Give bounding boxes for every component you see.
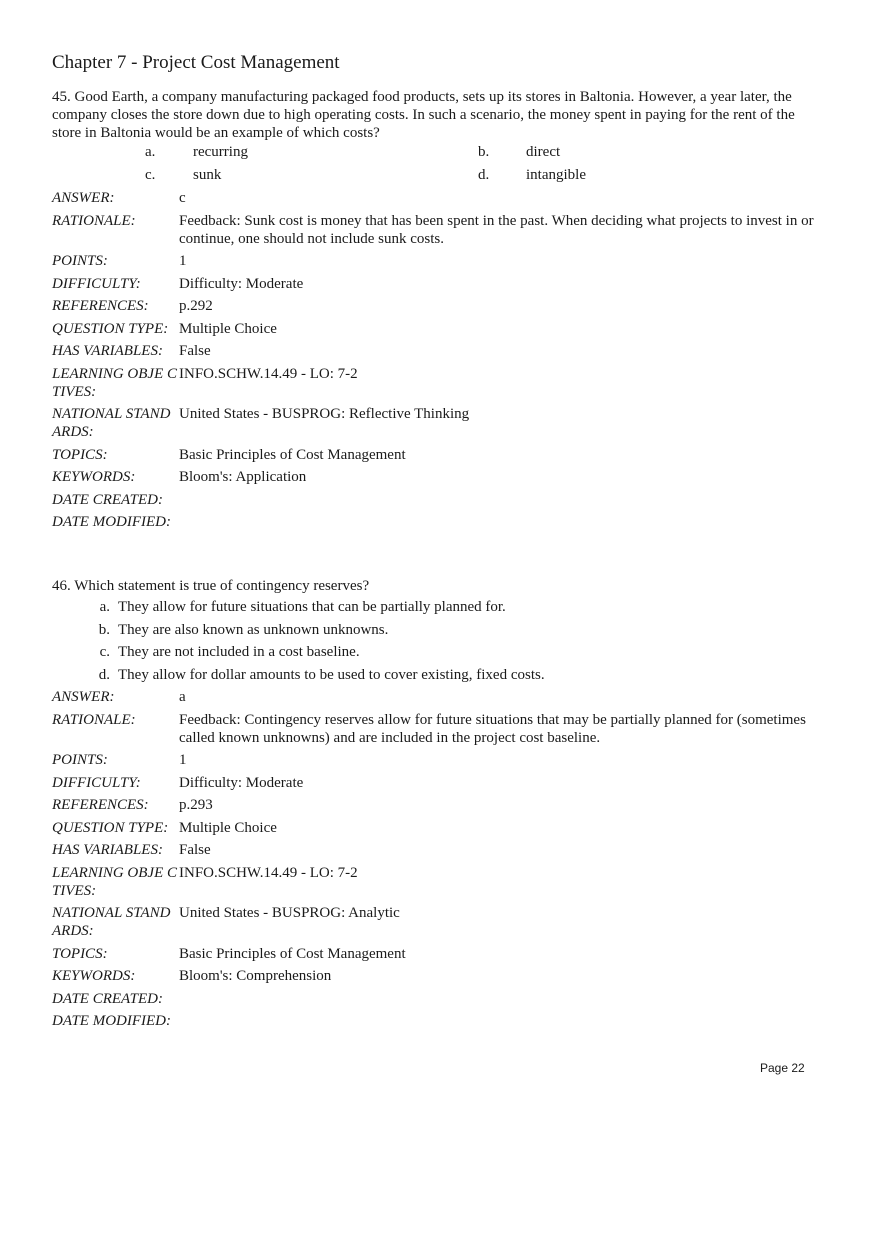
meta-value: p.293: [179, 797, 213, 813]
meta-value: [222, 990, 822, 1008]
option-letter: c.: [145, 167, 156, 183]
meta-label: NATIONAL STAND ARDS:: [52, 406, 171, 440]
meta-label: RATIONALE:: [52, 212, 136, 229]
question-metadata: [52, 189, 822, 531]
meta-label: LEARNING OBJE CTIVES:: [52, 864, 177, 899]
meta-value: INFO.SCHW.14.49 - LO: 7-2: [179, 864, 358, 881]
option-letter: a.: [145, 144, 156, 160]
meta-label: POINTS:: [52, 253, 108, 269]
meta-label: ANSWER:: [52, 689, 115, 705]
meta-label: ANSWER:: [52, 190, 115, 206]
option-text: They are also known as unknown unknowns.: [118, 621, 389, 638]
meta-has-variables: [52, 841, 822, 859]
meta-value: Bloom's: Comprehension: [179, 968, 332, 984]
meta-value: United States - BUSPROG: Analytic: [179, 905, 400, 921]
meta-label: POINTS:: [52, 752, 108, 768]
option-letter: c.: [99, 644, 110, 660]
meta-answer: [52, 189, 822, 207]
meta-value: [222, 513, 822, 531]
meta-label: QUESTION TYPE:: [52, 320, 169, 337]
page-number: Page 22: [760, 1061, 805, 1075]
meta-topics: [52, 945, 822, 963]
meta-date-modified: [52, 1012, 822, 1030]
meta-rationale: [52, 212, 822, 248]
meta-question-type: [52, 819, 822, 837]
meta-value: Feedback: Contingency reserves allow for future situations that may be partially planned for (sometimes called known unknowns) and are included in the project cost baseline.: [179, 711, 806, 746]
option-text: intangible: [526, 167, 586, 183]
option-letter: b.: [478, 144, 490, 160]
meta-label: TOPICS:: [52, 446, 108, 463]
option-text: recurring: [193, 144, 248, 160]
meta-value: Difficulty: Moderate: [179, 774, 304, 791]
option-a: [52, 598, 822, 616]
question-46: [52, 577, 822, 1030]
meta-learning-objectives: [52, 365, 822, 401]
meta-label: DIFFICULTY:: [52, 774, 141, 791]
meta-value: INFO.SCHW.14.49 - LO: 7-2: [179, 365, 358, 382]
meta-keywords: [52, 468, 822, 486]
meta-value: Multiple Choice: [179, 819, 277, 836]
meta-value: [222, 1012, 822, 1030]
answer-options: [52, 598, 822, 684]
meta-value: p.292: [179, 298, 213, 314]
meta-value: Basic Principles of Cost Management: [179, 446, 406, 463]
meta-label: REFERENCES:: [52, 797, 149, 813]
option-d: [52, 666, 822, 684]
meta-points: [52, 751, 822, 769]
meta-references: [52, 796, 822, 814]
document-page: [52, 52, 822, 1035]
meta-date-created: [52, 491, 822, 509]
meta-value: [222, 491, 822, 509]
option-text: They are not included in a cost baseline.: [118, 644, 360, 660]
meta-national-standards: [52, 904, 822, 940]
meta-label: DATE CREATED:: [52, 990, 163, 1007]
meta-label: DATE CREATED:: [52, 491, 163, 508]
meta-keywords: [52, 967, 822, 985]
option-text: sunk: [193, 167, 222, 183]
question-text: 45. Good Earth, a company manufacturing packaged food products, sets up its stores in Baltonia. However, a year later, the company closes the store down due to high operating costs. In such a scenario, the money spent in paying for the rent of the store in Baltonia would be an example of which costs?: [52, 89, 795, 141]
meta-value: Multiple Choice: [179, 320, 277, 337]
meta-points: [52, 252, 822, 270]
question-text: 46. Which statement is true of contingency reserves?: [52, 578, 370, 594]
meta-rationale: [52, 711, 822, 747]
chapter-title: Chapter 7 - Project Cost Management: [52, 52, 340, 73]
meta-date-modified: [52, 513, 822, 531]
meta-difficulty: [52, 275, 822, 293]
meta-references: [52, 297, 822, 315]
meta-label: KEYWORDS:: [52, 968, 136, 984]
meta-learning-objectives: [52, 864, 822, 900]
meta-value: 1: [179, 253, 187, 269]
meta-difficulty: [52, 774, 822, 792]
meta-value: Bloom's: Application: [179, 469, 307, 485]
meta-has-variables: [52, 342, 822, 360]
question-metadata: [52, 688, 822, 1030]
meta-label: DIFFICULTY:: [52, 275, 141, 292]
meta-value: 1: [179, 752, 187, 768]
meta-value: c: [179, 190, 186, 206]
meta-date-created: [52, 990, 822, 1008]
meta-label: QUESTION TYPE:: [52, 819, 169, 836]
meta-value: False: [179, 343, 211, 359]
option-text: direct: [526, 144, 561, 160]
meta-value: Difficulty: Moderate: [179, 275, 304, 292]
option-c: [52, 643, 822, 661]
meta-label: DATE MODIFIED:: [52, 1013, 171, 1029]
meta-value: Feedback: Sunk cost is money that has been spent in the past. When deciding what projects to invest in or continue, one should not include sunk costs.: [179, 212, 814, 247]
meta-value: a: [179, 689, 186, 705]
meta-label: LEARNING OBJE CTIVES:: [52, 365, 177, 400]
option-letter: d.: [98, 666, 110, 683]
meta-label: DATE MODIFIED:: [52, 514, 171, 530]
meta-national-standards: [52, 405, 822, 441]
meta-value: United States - BUSPROG: Reflective Thinking: [179, 406, 470, 422]
meta-label: KEYWORDS:: [52, 469, 136, 485]
option-letter: a.: [99, 599, 110, 615]
question-45: [52, 88, 822, 531]
option-text: They allow for dollar amounts to be used to cover existing, fixed costs.: [118, 666, 545, 683]
meta-label: RATIONALE:: [52, 711, 136, 728]
meta-label: HAS VARIABLES:: [52, 842, 163, 858]
meta-label: REFERENCES:: [52, 298, 149, 314]
option-letter: b.: [98, 621, 110, 638]
meta-question-type: [52, 320, 822, 338]
option-b: [52, 621, 822, 639]
option-letter: d.: [478, 167, 490, 183]
option-text: They allow for future situations that can be partially planned for.: [118, 599, 506, 615]
answer-options: [52, 143, 822, 189]
meta-value: Basic Principles of Cost Management: [179, 945, 406, 962]
meta-value: False: [179, 842, 211, 858]
meta-topics: [52, 446, 822, 464]
meta-answer: [52, 688, 822, 706]
meta-label: HAS VARIABLES:: [52, 343, 163, 359]
meta-label: NATIONAL STAND ARDS:: [52, 905, 171, 939]
meta-label: TOPICS:: [52, 945, 108, 962]
